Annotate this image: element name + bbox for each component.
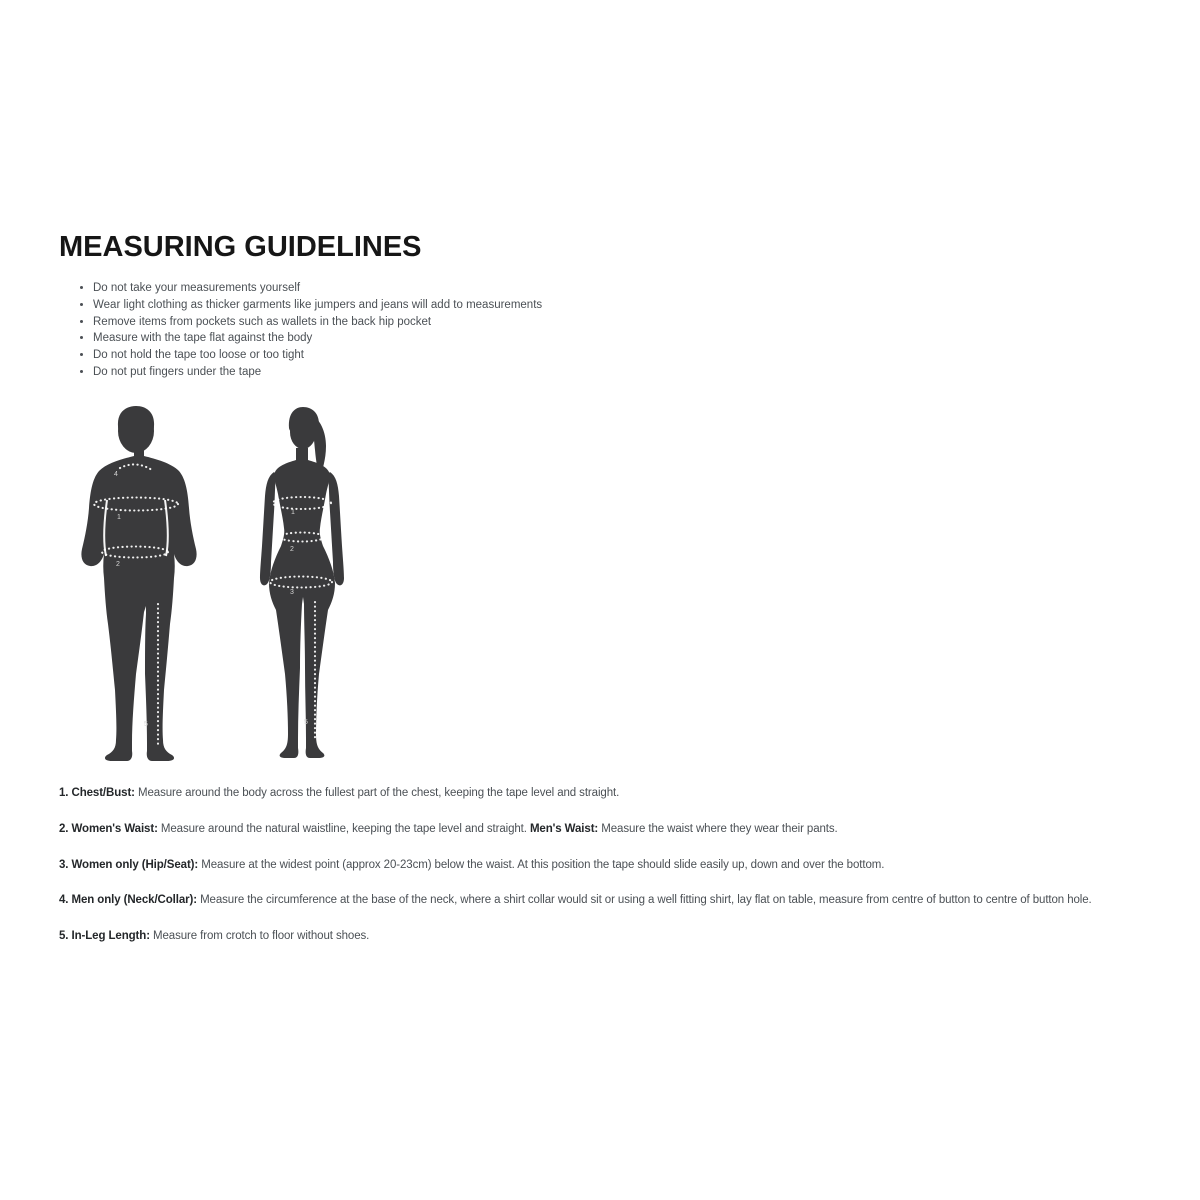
male-body xyxy=(81,406,196,761)
description-term: 4. Men only (Neck/Collar): xyxy=(59,894,197,907)
description-text: Measure the waist where they wear their pants. xyxy=(598,823,838,836)
female-hip-label: 3 xyxy=(290,589,294,597)
description-term: 3. Women only (Hip/Seat): xyxy=(59,858,199,871)
female-silhouette-figure xyxy=(246,404,361,762)
male-silhouette-figure xyxy=(72,404,202,769)
page-title: MEASURING GUIDELINES xyxy=(59,231,422,263)
guideline-item: • Do not put fingers under the tape xyxy=(93,364,1180,381)
female-head xyxy=(290,415,316,449)
description-inleg-length xyxy=(59,928,1180,945)
description-text: Measure around the body across the fullest part of the chest, keeping the tape level and straight. xyxy=(134,787,620,800)
female-inleg-label: 5 xyxy=(304,719,308,727)
male-chest-label: 1 xyxy=(117,514,121,522)
measurement-figures xyxy=(72,404,1180,769)
guideline-item: • Do not hold the tape too loose or too tight xyxy=(93,347,1180,364)
male-inleg-label: 5 xyxy=(144,721,148,729)
description-term: 2. Women's Waist: xyxy=(59,823,158,836)
male-waist-label: 2 xyxy=(116,561,120,569)
male-body-shape xyxy=(81,446,196,761)
guideline-item: • Do not take your measurements yourself xyxy=(93,280,1180,297)
description-chest-bust xyxy=(59,785,1180,802)
female-body-shape xyxy=(269,448,335,758)
description-hip-seat xyxy=(59,857,1180,874)
female-bust-label: 1 xyxy=(291,509,295,517)
description-text: Measure at the widest point (approx 20-23cm) below the waist. At this position the tape should slide easily up, down and over the bottom. xyxy=(198,858,885,871)
guideline-item: • Measure with the tape flat against the body xyxy=(93,330,1180,347)
guideline-item: • Remove items from pockets such as wallets in the back hip pocket xyxy=(93,314,1180,331)
description-term: 1. Chest/Bust: xyxy=(59,787,135,800)
description-waist xyxy=(59,821,1180,838)
description-term: 5. In-Leg Length: xyxy=(59,930,150,943)
description-text: Measure around the natural waistline, keeping the tape level and straight. xyxy=(157,823,530,836)
guideline-item: • Wear light clothing as thicker garments like jumpers and jeans will add to measurements xyxy=(93,297,1180,314)
female-waist-label: 2 xyxy=(290,546,294,554)
measurement-descriptions xyxy=(59,785,1180,944)
description-term: Men's Waist: xyxy=(529,823,599,836)
description-text: Measure the circumference at the base of the neck, where a shirt collar would sit or using a well fitting shirt, lay flat on table, measure from centre of button to centre of button hole. xyxy=(196,894,1092,907)
male-neck-label: 4 xyxy=(114,471,118,479)
description-neck-collar xyxy=(59,892,1180,909)
guidelines-list xyxy=(59,280,1180,380)
description-text: Measure from crotch to floor without shoes. xyxy=(149,930,370,943)
